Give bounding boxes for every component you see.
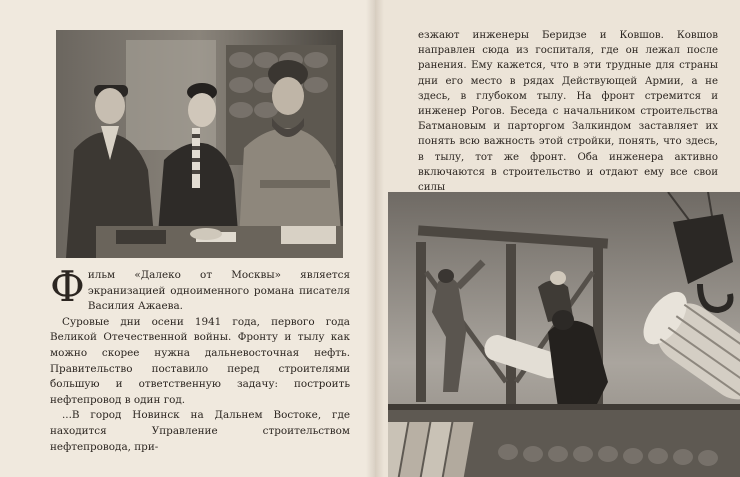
continuation-paragraph: езжают инженеры Беридзе и Ковшов. Ковшов направлен сюда из госпиталя, где он лежал после ранения. Ему кажется, что в эти трудные для страны дни его место в рядах Действующей Армии, а не здесь, в глубоком тылу. На фронт стремится и инженер Рогов. Беседа с начальником строительства Батмановым и парторгом Залкиндом заставляет их понять всю важность этой стройки, понять, что здесь, в тылу, тот же фронт. Оба инженера активно включаются в строительство и отдают ему все свои силы	[418, 30, 718, 194]
page-gutter	[366, 0, 384, 477]
intro-text: ильм «Далеко от Москвы» является экранизацией одноименного романа писателя Василия Ажаева.	[87, 269, 350, 313]
drop-cap: Ф	[50, 262, 85, 311]
intro-paragraph	[50, 262, 350, 315]
left-article-text	[50, 262, 350, 455]
novinsk-paragraph: ...В город Новинск на Дальнем Востоке, где находится Управление строительством нефтепровода, при-	[50, 409, 350, 453]
war-paragraph: Суровые дни осени 1941 года, первого года Великой Отечественной войны. Фронту и тылу как можно скорее нужна дальневосточная нефть. Правительство поставило перед строителями большую и ответственную задачу: построить нефтепровод в один год.	[50, 315, 350, 406]
photo-pipeline-workers	[388, 192, 740, 477]
photo-three-men-office	[56, 30, 343, 258]
right-article-text	[418, 28, 718, 195]
